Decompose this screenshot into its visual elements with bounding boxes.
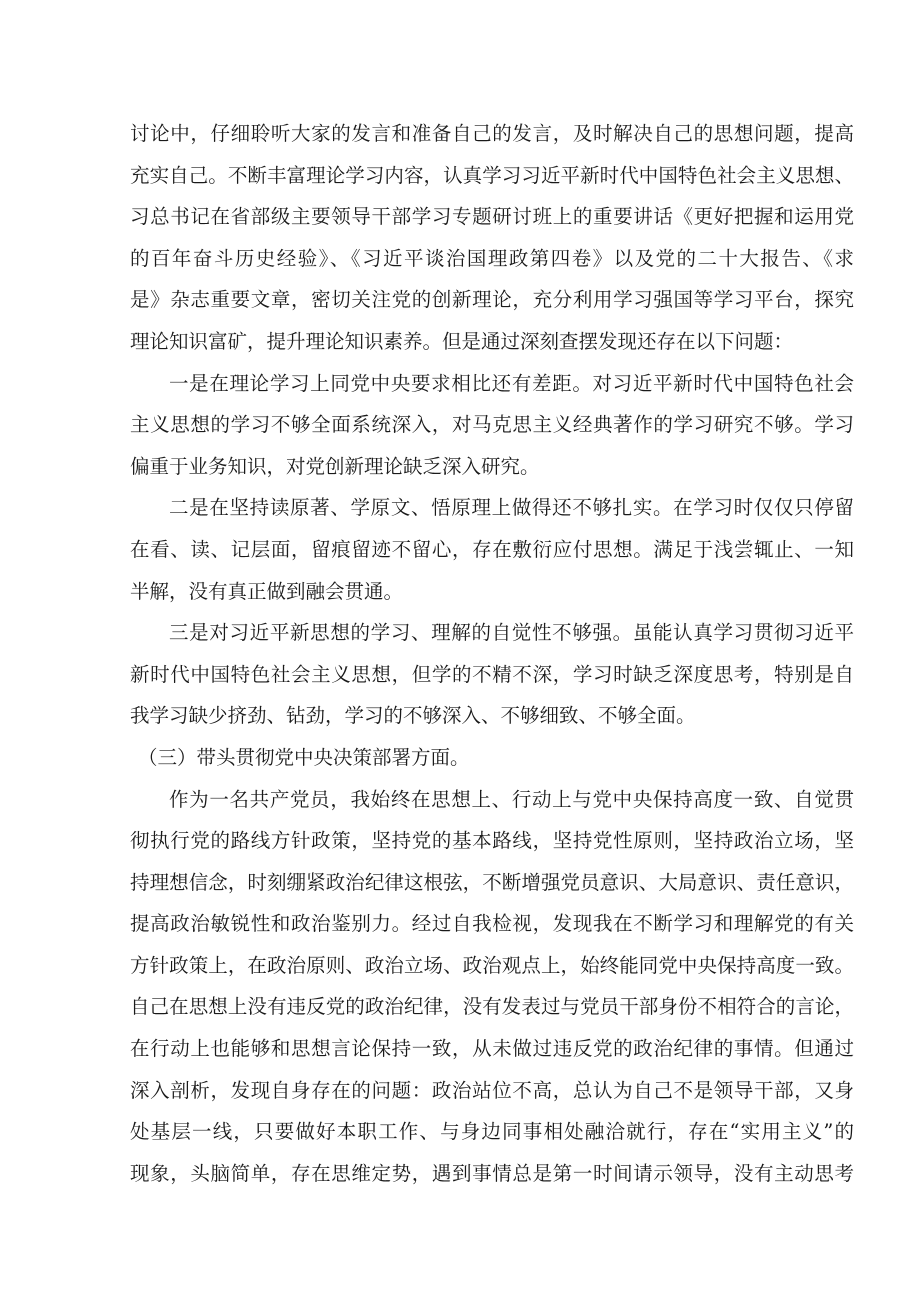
paragraph-first-line: 二是在坚持读原著、学原文、悟原理上做得还不够扎实。在学习时仅仅只停留 — [169, 496, 854, 520]
paragraph-first-line: 一是在理论学习上同党中央要求相比还有差距。对习近平新时代中国特色社会 — [169, 371, 854, 395]
section-heading — [130, 737, 854, 779]
document-body — [130, 113, 854, 1194]
paragraph-first-line: 作为一名共产党员，我始终在思想上、行动上与党中央保持高度一致、自觉贯 — [169, 787, 854, 811]
text-line: 半解，没有真正做到融会贯通。 — [130, 579, 404, 603]
text-line: 主义思想的学习不够全面系统深入，对马克思主义经典著作的学习研究不够。学习 — [130, 413, 854, 437]
text-line: 在看、读、记层面，留痕留迹不留心，存在敷衍应付思想。满足于浅尝辄止、一知 — [130, 537, 854, 561]
text-line: 偏重于业务知识，对党创新理论缺乏深入研究。 — [130, 454, 540, 478]
text-line: 的百年奋斗历史经验》、《习近平谈治国理政第四卷》以及党的二十大报告、《求 — [130, 246, 854, 270]
paragraph-first-line: 三是对习近平新思想的学习、理解的自觉性不够强。虽能认真学习贯彻习近平 — [169, 621, 854, 645]
section-heading-text: （三）带头贯彻党中央决策部署方面。 — [138, 745, 470, 769]
text-line: 处基层一线，只要做好本职工作、与身边同事相处融洽就行，存在“实用主义”的 — [130, 1120, 854, 1144]
text-line: 在行动上也能够和思想言论保持一致，从未做过违反党的政治纪律的事情。但通过 — [130, 1037, 854, 1061]
text-line: 持理想信念，时刻绷紧政治纪律这根弦，不断增强党员意识、大局意识、责任意识， — [130, 870, 854, 894]
text-line: 讨论中，仔细聆听大家的发言和准备自己的发言，及时解决自己的思想问题，提高 — [130, 122, 854, 145]
text-line: 方针政策上，在政治原则、政治立场、政治观点上，始终能同党中央保持高度一致。 — [130, 953, 854, 977]
text-line: 现象，头脑简单，存在思维定势，遇到事情总是第一时间请示领导，没有主动思考 — [130, 1161, 854, 1185]
text-line: 彻执行党的路线方针政策，坚持党的基本路线，坚持党性原则，坚持政治立场，坚 — [130, 829, 854, 853]
text-line: 充实自己。不断丰富理论学习内容，认真学习习近平新时代中国特色社会主义思想、 — [130, 163, 854, 187]
text-line: 提高政治敏锐性和政治鉴别力。经过自我检视，发现我在不断学习和理解党的有关 — [130, 912, 854, 936]
text-line: 是》杂志重要文章，密切关注党的创新理论，充分利用学习强国等学习平台，探究 — [130, 288, 854, 312]
text-line: 理论知识富矿，提升理论知识素养。但是通过深刻查摆发现还存在以下问题： — [130, 329, 794, 353]
text-line: 我学习缺少挤劲、钻劲，学习的不够深入、不够细致、不够全面。 — [130, 704, 696, 728]
text-line: 深入剖析，发现自身存在的问题：政治站位不高，总认为自己不是领导干部，又身 — [130, 1078, 854, 1102]
text-line: 自己在思想上没有违反党的政治纪律，没有发表过与党员干部身份不相符合的言论， — [130, 995, 854, 1019]
text-line: 新时代中国特色社会主义思想，但学的不精不深，学习时缺乏深度思考，特别是自 — [130, 662, 854, 686]
text-line: 习总书记在省部级主要领导干部学习专题研讨班上的重要讲话《更好把握和运用党 — [130, 205, 854, 229]
